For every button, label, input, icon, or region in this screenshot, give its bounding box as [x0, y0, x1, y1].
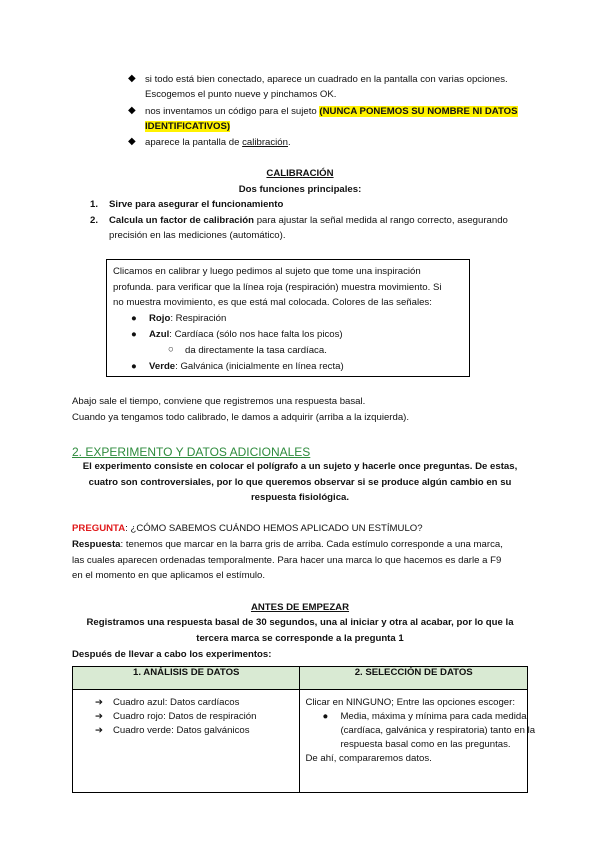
signal-azul-text: : Cardíaca (sólo nos hace falta los picos)	[169, 329, 343, 340]
calibration-subtitle: Dos funciones principales:	[238, 184, 362, 195]
calibration-title: CALIBRACIÓN	[266, 168, 334, 179]
arrow-icon: ➔	[95, 725, 104, 736]
question-label: PREGUNTA	[72, 523, 126, 534]
right-line-1: Clicar en NINGUNO; Entre las opciones escoger:	[305, 697, 515, 708]
signal-azul	[149, 328, 343, 342]
box-line-1: Clicamos en calibrar y luego pedimos al sujeto que tome una inspiración	[113, 266, 421, 277]
bullet-1-line-1: si todo está bien conectado, aparece un cuadrado en la pantalla con varias opciones.	[145, 74, 508, 85]
answer-line-2: las cuales aparecen ordenadas temporalmente. Para hacer una marca lo que hacemos es darle a F9	[72, 555, 502, 566]
answer-line-3: en el momento en que aplicamos el estímulo.	[72, 570, 266, 581]
before-line-2: tercera marca se corresponde a la pregunta 1	[196, 633, 404, 644]
diamond-bullet-icon: ◆	[128, 73, 136, 84]
calibration-item-2-rest: para ajustar la señal medida al rango correcto, asegurando	[256, 215, 508, 226]
calibracion-link[interactable]: calibración	[242, 137, 288, 148]
left-item-2: Cuadro rojo: Datos de respiración	[113, 711, 257, 722]
before-title: ANTES DE EMPEZAR	[250, 602, 350, 613]
question	[72, 522, 423, 536]
right-bullet-1: Media, máxima y mínima para cada medida	[340, 711, 527, 722]
diamond-bullet-icon: ◆	[128, 136, 136, 147]
arrow-icon: ➔	[95, 711, 104, 722]
bullet-dot-icon: ●	[322, 711, 329, 722]
signal-verde-text: : Galvánica (inicialmente en línea recta)	[175, 361, 344, 372]
section-2-heading-text: 2. EXPERIMENTO Y DATOS ADICIONALES	[72, 445, 311, 459]
answer-line-1	[72, 538, 503, 552]
right-end: De ahí, compararemos datos.	[305, 753, 432, 764]
calibration-item-2	[109, 214, 508, 228]
bullet-2-line-2	[145, 120, 230, 134]
signal-azul-sub: da directamente la tasa cardíaca.	[185, 345, 327, 356]
left-item-1: Cuadro azul: Datos cardíacos	[113, 697, 240, 708]
para-line-1: Abajo sale el tiempo, conviene que registremos una respuesta basal.	[72, 396, 366, 407]
calibration-item-1-num: 1.	[90, 199, 99, 210]
bullet-2-highlight: (NUNCA PONEMOS SU NOMBRE NI DATOS	[319, 106, 518, 117]
right-bullet-3: respuesta basal como en las preguntas.	[340, 739, 511, 750]
left-item-3: Cuadro verde: Datos galvánicos	[113, 725, 250, 736]
bullet-dot-icon: ●	[131, 361, 137, 372]
bullet-2-highlight-2: IDENTIFICATIVOS)	[145, 121, 231, 132]
box-line-3: no muestra movimiento, es que está mal colocada. Colores de las señales:	[113, 297, 432, 308]
answer-text-1: : tenemos que marcar en la barra gris de arriba. Cada estímulo corresponde a una marca,	[120, 539, 503, 550]
signal-verde	[149, 360, 344, 374]
data-table	[72, 666, 536, 793]
bullet-3-text: aparece la pantalla de	[145, 137, 240, 148]
para-line-2: Cuando ya tengamos todo calibrado, le damos a adquirir (arriba a la izquierda).	[72, 412, 410, 423]
bullet-dot-icon: ●	[131, 313, 137, 324]
section-2-line-1: El experimento consiste en colocar el polígrafo a un sujeto y hacerle once preguntas. De estas,	[82, 461, 518, 472]
signal-rojo	[149, 312, 226, 326]
table-header-2: 2. SELECCIÓN DE DATOS	[300, 667, 528, 690]
before-after: Después de llevar a cabo los experimentos:	[72, 649, 272, 660]
calibration-item-2-bold: Calcula un factor de calibración	[109, 215, 255, 226]
signal-rojo-label: Rojo	[149, 313, 171, 324]
signal-rojo-text: : Respiración	[170, 313, 227, 324]
table-header-1: 1. ANÁLISIS DE DATOS	[73, 667, 300, 690]
bullet-3-end: .	[287, 137, 291, 148]
calibration-item-2-num: 2.	[90, 215, 99, 226]
bullet-2-text: nos inventamos un código para el sujeto	[145, 106, 317, 117]
bullet-1-line-2: Escogemos el punto nueve y pinchamos OK.	[145, 89, 337, 100]
section-2-line-3: respuesta fisiológica.	[250, 492, 350, 503]
signal-azul-label: Azul	[149, 329, 170, 340]
box-line-2: profunda. para verificar que la línea roja (respiración) muestra movimiento. Si	[113, 282, 442, 293]
right-bullet-2: (cardíaca, galvánica y respiratoria) tanto en la	[340, 725, 536, 736]
bullet-dot-icon: ●	[131, 329, 137, 340]
signal-verde-label: Verde	[149, 361, 176, 372]
bullet-2-line-1	[145, 105, 518, 119]
calibration-item-1: Sirve para asegurar el funcionamiento	[109, 199, 284, 210]
diamond-bullet-icon: ◆	[128, 105, 136, 116]
arrow-icon: ➔	[95, 697, 104, 708]
section-2-line-2: cuatro son controversiales, por lo que queremos observar si se produce algún cambio en su	[88, 477, 512, 488]
bullet-3	[145, 136, 291, 150]
answer-label: Respuesta	[72, 539, 121, 550]
table-cell-left	[73, 690, 300, 793]
calibration-item-2-line-2: precisión en las mediciones (automático).	[109, 230, 286, 241]
section-2-heading	[72, 444, 310, 460]
before-line-1: Registramos una respuesta basal de 30 segundos, una al iniciar y otra al acabar, por lo que la	[86, 617, 514, 628]
circle-bullet-icon: ○	[168, 344, 174, 355]
question-text: : ¿CÓMO SABEMOS CUÁNDO HEMOS APLICADO UN ESTÍMULO?	[125, 523, 423, 534]
table-cell-right	[300, 690, 536, 793]
